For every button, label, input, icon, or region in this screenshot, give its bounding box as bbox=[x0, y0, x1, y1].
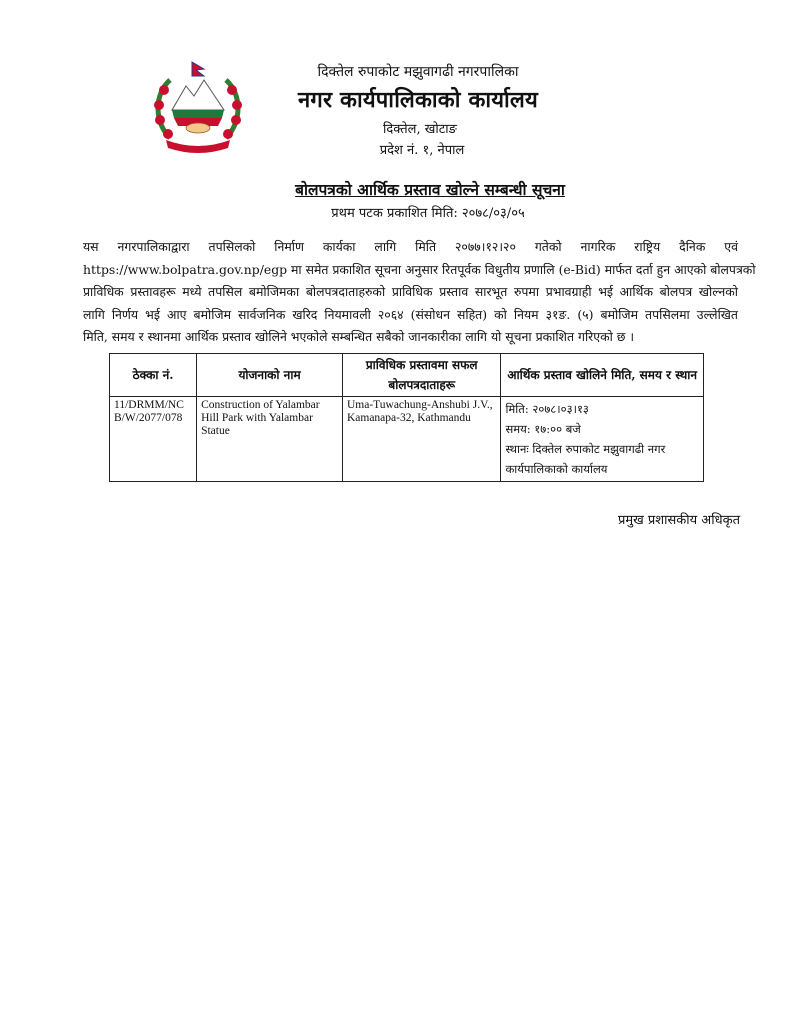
notice-body bbox=[83, 236, 756, 349]
header-successful-bidders: प्राविधिक प्रस्तावमा सफल बोलपत्रदाताहरू bbox=[342, 354, 500, 397]
published-date: प्रथम पटक प्रकाशित मिति: २०७८/०३/०५ bbox=[331, 206, 525, 221]
notice-body-line: प्राविधिक प्रस्तावहरू मध्ये तपसिल बमोजिमका बोलपत्रदाताहरुको प्राविधिक प्रस्ताव सारभूत रुपमा प्रभावग्राही भई आर्थिक बोलपत्र खोल्नको bbox=[83, 284, 738, 299]
header-project-name: योजनाको नाम bbox=[197, 354, 343, 397]
table-row bbox=[110, 397, 704, 482]
address-line-1: दिक्तेल, खोटाङ bbox=[383, 122, 457, 137]
cell-bidder: Uma-Tuwachung-Anshubi J.V., Kamanapa-32, Kathmandu bbox=[342, 397, 500, 482]
notice-body-line: लागि निर्णय भई आए बमोजिम सार्वजनिक खरिद नियमावली २०६४ (संसोधन सहित) को नियम ३१ङ. (५) बमोजिम तपसिलमा उल्लेखित bbox=[83, 306, 738, 322]
cell-opening-details bbox=[501, 397, 704, 482]
notice-body-line: यस नगरपालिकाद्वारा तपसिलको निर्माण कार्यका लागि मिति २०७७।१२।२० गतेको नागरिक राष्ट्रिय दैनिक एवं bbox=[83, 239, 738, 254]
cell-project-name: Construction of Yalambar Hill Park with Yalambar Statue bbox=[197, 397, 343, 482]
table-header-row bbox=[110, 354, 704, 397]
opening-date: मिति: २०७८।०३।१३ bbox=[505, 402, 589, 416]
bid-table bbox=[109, 353, 704, 482]
notice-body-line: https://www.bolpatra.gov.np/egp मा समेत प्रकाशित सूचना अनुसार रितपूर्वक विधुतीय प्रणालि (e-Bid) मार्फत दर्ता हुन आएको बोलपत्रको bbox=[83, 261, 756, 277]
municipality-name: दिक्तेल रुपाकोट मझुवागढी नगरपालिका bbox=[317, 64, 519, 80]
header-contract-no: ठेक्का नं. bbox=[110, 354, 197, 397]
header-opening-details: आर्थिक प्रस्ताव खोलिने मिति, समय र स्थान bbox=[501, 354, 704, 397]
opening-time: समय: १७:०० बजे bbox=[505, 422, 581, 436]
address-line-2: प्रदेश नं. १, नेपाल bbox=[379, 143, 465, 158]
notice-title: बोलपत्रको आर्थिक प्रस्ताव खोल्ने सम्बन्धी सूचना bbox=[295, 180, 565, 199]
opening-place: स्थानः दिक्तेल रुपाकोट मझुवागढी नगर कार्यपालिकाको कार्यालय bbox=[505, 442, 666, 476]
notice-body-line: मिति, समय र स्थानमा आर्थिक प्रस्ताव खोलिने भएकोले सम्बन्धित सबैको जानकारीका लागि यो सूचना प्रकाशित गरिएको छ । bbox=[83, 329, 635, 344]
signatory-title: प्रमुख प्रशासकीय अधिकृत bbox=[617, 513, 740, 528]
cell-contract-no: 11/DRMM/NCB/W/2077/078 bbox=[110, 397, 197, 482]
office-title: नगर कार्यपालिकाको कार्यालय bbox=[298, 87, 538, 113]
